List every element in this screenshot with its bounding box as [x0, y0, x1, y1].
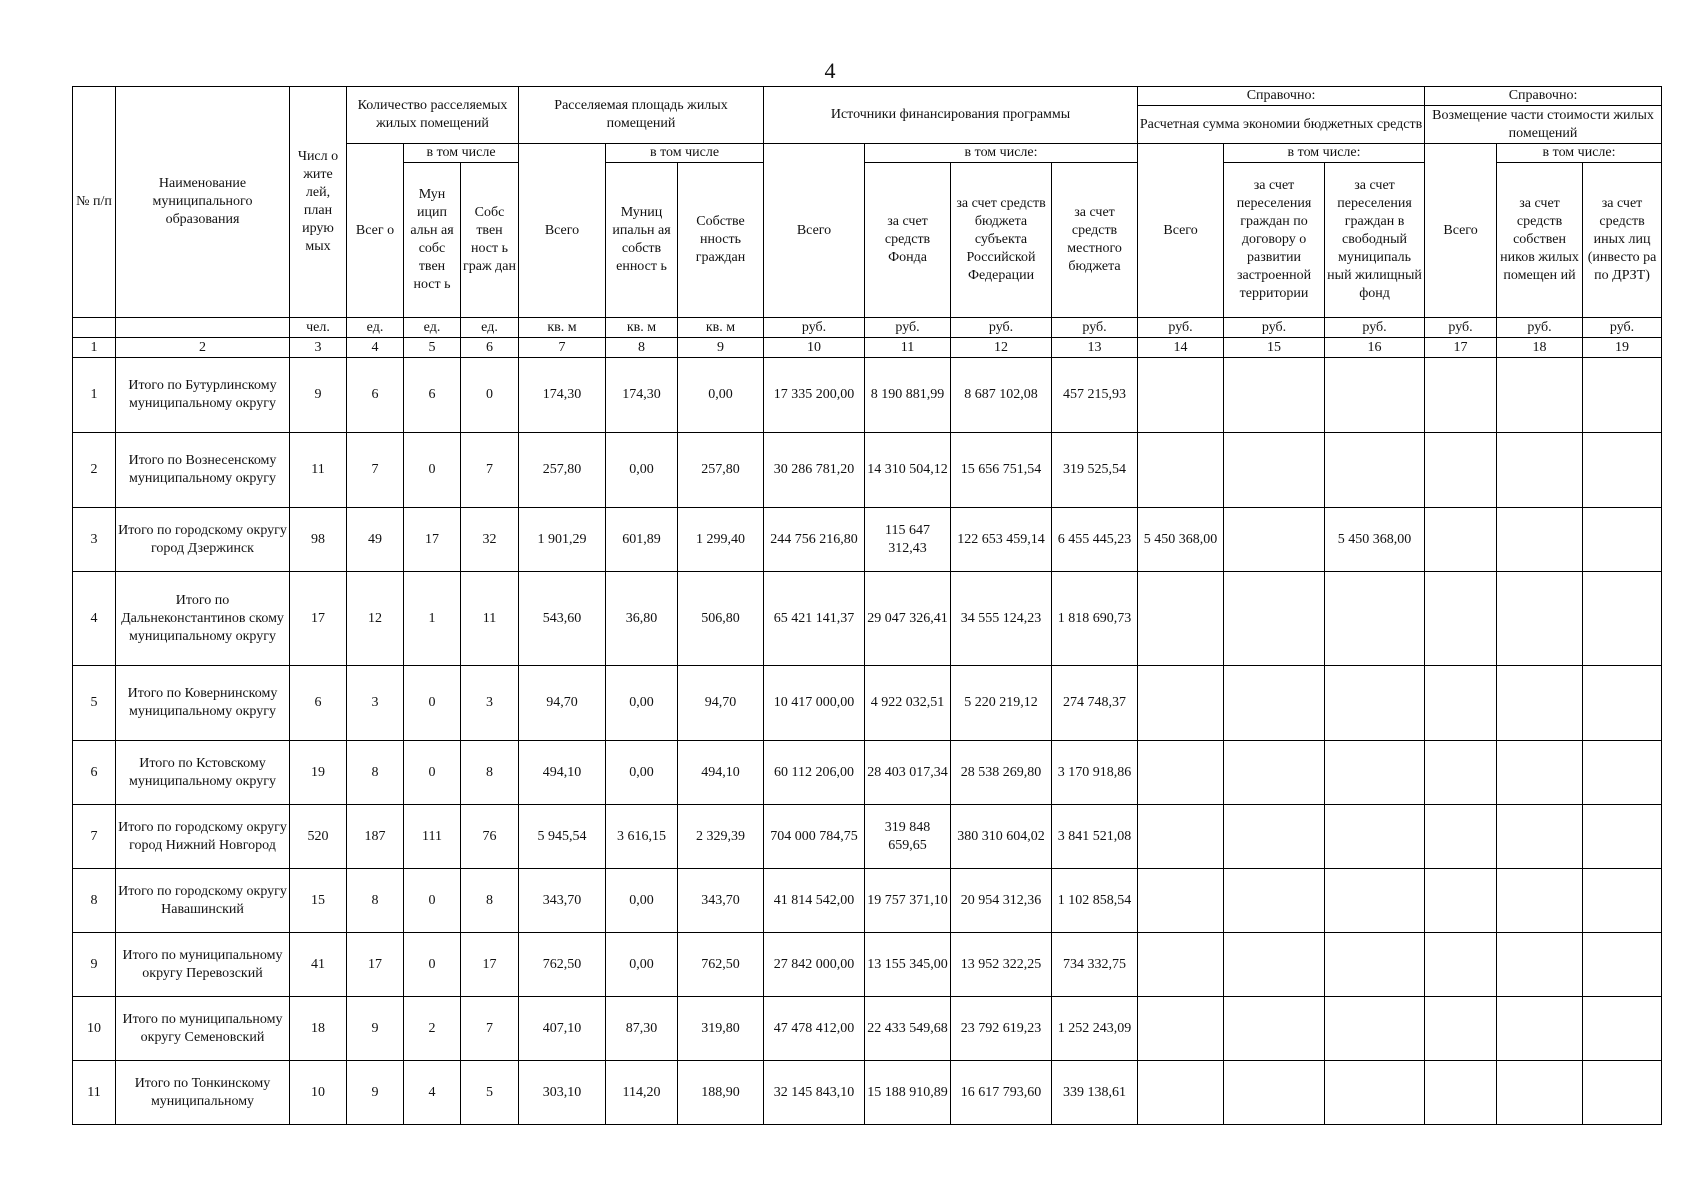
value-cell: [1497, 1061, 1583, 1125]
units-cell: руб.: [1583, 318, 1662, 338]
value-cell: [1583, 572, 1662, 666]
econ-dev-header: за счет переселения граждан по договору о развитии застроенной территории: [1224, 163, 1325, 318]
value-cell: [1583, 508, 1662, 572]
value-cell: 76: [461, 805, 519, 869]
value-cell: 15: [290, 869, 347, 933]
value-cell: [1325, 358, 1425, 433]
municipality-name-cell: Итого по муниципальному округу Семеновский: [116, 997, 290, 1061]
column-number: 4: [347, 338, 404, 358]
value-cell: 734 332,75: [1052, 933, 1138, 997]
value-cell: 339 138,61: [1052, 1061, 1138, 1125]
units-cell: кв. м: [519, 318, 606, 338]
value-cell: [1325, 433, 1425, 508]
comp-group-header: Возмещение части стоимости жилых помещений: [1425, 106, 1662, 144]
value-cell: [1325, 933, 1425, 997]
value-cell: 1 102 858,54: [1052, 869, 1138, 933]
value-cell: 5 945,54: [519, 805, 606, 869]
value-cell: [1425, 933, 1497, 997]
column-numbers-row: [73, 338, 1662, 358]
value-cell: 47 478 412,00: [764, 997, 865, 1061]
financing-group-header: Источники финансирования программы: [764, 87, 1138, 144]
units-total-header: Всег о: [347, 144, 404, 318]
value-cell: [1497, 572, 1583, 666]
value-cell: 17: [461, 933, 519, 997]
value-cell: 5 220 219,12: [951, 666, 1052, 741]
column-number: 11: [865, 338, 951, 358]
value-cell: 7: [461, 433, 519, 508]
value-cell: 0: [404, 433, 461, 508]
value-cell: 32: [461, 508, 519, 572]
econ-group-header: Расчетная сумма экономии бюджетных средств: [1138, 106, 1425, 144]
value-cell: 98: [290, 508, 347, 572]
value-cell: 17: [404, 508, 461, 572]
value-cell: 5: [461, 1061, 519, 1125]
value-cell: 8 190 881,99: [865, 358, 951, 433]
value-cell: [1224, 1061, 1325, 1125]
value-cell: [1497, 933, 1583, 997]
value-cell: 94,70: [519, 666, 606, 741]
comp-owners-header: за счет средств собствен ников жилых помещен ий: [1497, 163, 1583, 318]
value-cell: 115 647 312,43: [865, 508, 951, 572]
value-cell: [1325, 805, 1425, 869]
fin-incl-header: в том числе:: [865, 144, 1138, 163]
value-cell: [1583, 358, 1662, 433]
column-number: 6: [461, 338, 519, 358]
value-cell: 8: [461, 741, 519, 805]
value-cell: 122 653 459,14: [951, 508, 1052, 572]
column-number: 16: [1325, 338, 1425, 358]
comp-reference-label: Справочно:: [1425, 87, 1662, 106]
value-cell: [1497, 433, 1583, 508]
value-cell: 1 299,40: [678, 508, 764, 572]
value-cell: 380 310 604,02: [951, 805, 1052, 869]
value-cell: 13 155 345,00: [865, 933, 951, 997]
municipality-name-cell: Итого по городскому округу город Дзержинск: [116, 508, 290, 572]
area-group-header: Расселяемая площадь жилых помещений: [519, 87, 764, 144]
value-cell: 9: [290, 358, 347, 433]
column-number: 15: [1224, 338, 1325, 358]
comp-other-header: за счет средств иных лиц (инвесто ра по ДРЗТ): [1583, 163, 1662, 318]
value-cell: [1138, 997, 1224, 1061]
value-cell: 303,10: [519, 1061, 606, 1125]
value-cell: [1325, 741, 1425, 805]
value-cell: [1325, 666, 1425, 741]
row-number-cell: 11: [73, 1061, 116, 1125]
value-cell: 506,80: [678, 572, 764, 666]
value-cell: 343,70: [678, 869, 764, 933]
units-cell: руб.: [1325, 318, 1425, 338]
value-cell: 319 525,54: [1052, 433, 1138, 508]
table-row: [73, 869, 1662, 933]
value-cell: 8: [347, 869, 404, 933]
table-row: [73, 741, 1662, 805]
municipality-name-cell: Итого по Кстовскому муниципальному округу: [116, 741, 290, 805]
units-cell: [73, 318, 116, 338]
value-cell: 10 417 000,00: [764, 666, 865, 741]
column-number: 10: [764, 338, 865, 358]
value-cell: 0,00: [606, 869, 678, 933]
value-cell: 2: [404, 997, 461, 1061]
column-number: 19: [1583, 338, 1662, 358]
column-number: 3: [290, 338, 347, 358]
page-number: 4: [824, 58, 836, 83]
value-cell: 0: [461, 358, 519, 433]
value-cell: 20 954 312,36: [951, 869, 1052, 933]
row-number-cell: 3: [73, 508, 116, 572]
units-cell: чел.: [290, 318, 347, 338]
value-cell: [1138, 358, 1224, 433]
value-cell: 0,00: [606, 433, 678, 508]
value-cell: 13 952 322,25: [951, 933, 1052, 997]
value-cell: 111: [404, 805, 461, 869]
value-cell: 9: [347, 997, 404, 1061]
table-row: [73, 1061, 1662, 1125]
value-cell: 41 814 542,00: [764, 869, 865, 933]
col-number-header: № п/п: [73, 87, 116, 318]
value-cell: 1: [404, 572, 461, 666]
value-cell: [1425, 508, 1497, 572]
value-cell: [1138, 433, 1224, 508]
table-row: [73, 358, 1662, 433]
value-cell: 27 842 000,00: [764, 933, 865, 997]
value-cell: 34 555 124,23: [951, 572, 1052, 666]
value-cell: 0: [404, 741, 461, 805]
value-cell: 10: [290, 1061, 347, 1125]
econ-total-header: Всего: [1138, 144, 1224, 318]
value-cell: 244 756 216,80: [764, 508, 865, 572]
value-cell: [1425, 869, 1497, 933]
column-number: 14: [1138, 338, 1224, 358]
value-cell: [1425, 997, 1497, 1061]
value-cell: 3: [461, 666, 519, 741]
value-cell: [1583, 741, 1662, 805]
value-cell: 407,10: [519, 997, 606, 1061]
value-cell: 6: [290, 666, 347, 741]
table-row: [73, 433, 1662, 508]
value-cell: 343,70: [519, 869, 606, 933]
units-mun-header: Мун ицип альн ая собс твен ност ь: [404, 163, 461, 318]
column-number: 8: [606, 338, 678, 358]
value-cell: [1224, 358, 1325, 433]
value-cell: 8: [347, 741, 404, 805]
col-residents-header: Числ о жите лей, план ирую мых: [290, 87, 347, 318]
value-cell: 19 757 371,10: [865, 869, 951, 933]
value-cell: 174,30: [519, 358, 606, 433]
value-cell: 1 901,29: [519, 508, 606, 572]
units-incl-header: в том числе: [404, 144, 519, 163]
units-own-header: Собс твен ност ь граж дан: [461, 163, 519, 318]
value-cell: [1224, 869, 1325, 933]
fin-total-header: Всего: [764, 144, 865, 318]
row-number-cell: 2: [73, 433, 116, 508]
value-cell: 14 310 504,12: [865, 433, 951, 508]
value-cell: 17: [290, 572, 347, 666]
units-cell: руб.: [1224, 318, 1325, 338]
value-cell: [1325, 997, 1425, 1061]
value-cell: [1138, 933, 1224, 997]
value-cell: 94,70: [678, 666, 764, 741]
value-cell: 2 329,39: [678, 805, 764, 869]
fin-local-header: за счет средств местного бюджета: [1052, 163, 1138, 318]
value-cell: [1425, 666, 1497, 741]
value-cell: [1138, 1061, 1224, 1125]
value-cell: 319 848 659,65: [865, 805, 951, 869]
value-cell: 17 335 200,00: [764, 358, 865, 433]
row-number-cell: 6: [73, 741, 116, 805]
resettlement-table: [72, 86, 1662, 1125]
value-cell: 174,30: [606, 358, 678, 433]
value-cell: [1138, 741, 1224, 805]
area-incl-header: в том числе: [606, 144, 764, 163]
value-cell: [1325, 869, 1425, 933]
value-cell: 6: [404, 358, 461, 433]
value-cell: [1497, 997, 1583, 1061]
value-cell: 6: [347, 358, 404, 433]
value-cell: 1 818 690,73: [1052, 572, 1138, 666]
value-cell: 12: [347, 572, 404, 666]
units-cell: руб.: [865, 318, 951, 338]
units-cell: ед.: [404, 318, 461, 338]
units-group-header: Количество расселяемых жилых помещений: [347, 87, 519, 144]
value-cell: 319,80: [678, 997, 764, 1061]
value-cell: [1583, 1061, 1662, 1125]
municipality-name-cell: Итого по Дальнеконстантинов скому муниципальному округу: [116, 572, 290, 666]
value-cell: 704 000 784,75: [764, 805, 865, 869]
table-row: [73, 508, 1662, 572]
row-number-cell: 1: [73, 358, 116, 433]
value-cell: 36,80: [606, 572, 678, 666]
column-number: 18: [1497, 338, 1583, 358]
column-number: 5: [404, 338, 461, 358]
column-number: 12: [951, 338, 1052, 358]
municipality-name-cell: Итого по муниципальному округу Перевозский: [116, 933, 290, 997]
units-cell: [116, 318, 290, 338]
value-cell: 601,89: [606, 508, 678, 572]
units-cell: кв. м: [678, 318, 764, 338]
value-cell: 762,50: [678, 933, 764, 997]
value-cell: 18: [290, 997, 347, 1061]
value-cell: [1325, 572, 1425, 666]
value-cell: 114,20: [606, 1061, 678, 1125]
value-cell: [1497, 741, 1583, 805]
value-cell: 11: [461, 572, 519, 666]
value-cell: 17: [347, 933, 404, 997]
units-cell: руб.: [951, 318, 1052, 338]
value-cell: [1425, 358, 1497, 433]
column-number: 13: [1052, 338, 1138, 358]
units-cell: руб.: [1497, 318, 1583, 338]
municipality-name-cell: Итого по Бутурлинскому муниципальному округу: [116, 358, 290, 433]
econ-reference-label: Справочно:: [1138, 87, 1425, 106]
area-own-header: Собстве нность граждан: [678, 163, 764, 318]
value-cell: [1138, 572, 1224, 666]
econ-incl-header: в том числе:: [1224, 144, 1425, 163]
value-cell: [1583, 869, 1662, 933]
area-total-header: Всего: [519, 144, 606, 318]
value-cell: 16 617 793,60: [951, 1061, 1052, 1125]
row-number-cell: 8: [73, 869, 116, 933]
value-cell: 32 145 843,10: [764, 1061, 865, 1125]
column-number: 9: [678, 338, 764, 358]
value-cell: 1 252 243,09: [1052, 997, 1138, 1061]
value-cell: [1224, 433, 1325, 508]
municipality-name-cell: Итого по Ковернинскому муниципальному округу: [116, 666, 290, 741]
comp-incl-header: в том числе:: [1497, 144, 1662, 163]
value-cell: 22 433 549,68: [865, 997, 951, 1061]
column-number: 7: [519, 338, 606, 358]
value-cell: 19: [290, 741, 347, 805]
value-cell: [1425, 805, 1497, 869]
value-cell: [1224, 933, 1325, 997]
value-cell: 28 403 017,34: [865, 741, 951, 805]
value-cell: [1138, 666, 1224, 741]
column-number: 17: [1425, 338, 1497, 358]
value-cell: 0,00: [678, 358, 764, 433]
value-cell: 4: [404, 1061, 461, 1125]
value-cell: 11: [290, 433, 347, 508]
value-cell: 520: [290, 805, 347, 869]
units-cell: ед.: [347, 318, 404, 338]
col-name-header: Наименование муниципального образования: [116, 87, 290, 318]
value-cell: 0: [404, 933, 461, 997]
value-cell: [1325, 1061, 1425, 1125]
value-cell: 49: [347, 508, 404, 572]
fin-fund-header: за счет средств Фонда: [865, 163, 951, 318]
value-cell: 8 687 102,08: [951, 358, 1052, 433]
value-cell: [1497, 666, 1583, 741]
value-cell: [1138, 869, 1224, 933]
municipality-name-cell: Итого по городскому округу Навашинский: [116, 869, 290, 933]
value-cell: 15 188 910,89: [865, 1061, 951, 1125]
value-cell: 0,00: [606, 933, 678, 997]
value-cell: [1583, 666, 1662, 741]
value-cell: 6 455 445,23: [1052, 508, 1138, 572]
value-cell: [1425, 1061, 1497, 1125]
value-cell: 0,00: [606, 741, 678, 805]
value-cell: [1224, 508, 1325, 572]
value-cell: 15 656 751,54: [951, 433, 1052, 508]
value-cell: 188,90: [678, 1061, 764, 1125]
value-cell: 494,10: [519, 741, 606, 805]
value-cell: 7: [347, 433, 404, 508]
value-cell: [1497, 358, 1583, 433]
value-cell: 28 538 269,80: [951, 741, 1052, 805]
value-cell: [1224, 666, 1325, 741]
value-cell: [1224, 997, 1325, 1061]
value-cell: 257,80: [678, 433, 764, 508]
row-number-cell: 10: [73, 997, 116, 1061]
value-cell: 3 841 521,08: [1052, 805, 1138, 869]
value-cell: [1497, 869, 1583, 933]
value-cell: 65 421 141,37: [764, 572, 865, 666]
municipality-name-cell: Итого по Тонкинскому муниципальному: [116, 1061, 290, 1125]
value-cell: 60 112 206,00: [764, 741, 865, 805]
row-number-cell: 4: [73, 572, 116, 666]
value-cell: 8: [461, 869, 519, 933]
units-cell: руб.: [1052, 318, 1138, 338]
column-number: 1: [73, 338, 116, 358]
municipality-name-cell: Итого по городскому округу город Нижний Новгород: [116, 805, 290, 869]
units-cell: ед.: [461, 318, 519, 338]
value-cell: 5 450 368,00: [1325, 508, 1425, 572]
fin-subject-header: за счет средств бюджета субъекта Российской Федерации: [951, 163, 1052, 318]
value-cell: [1224, 572, 1325, 666]
value-cell: 29 047 326,41: [865, 572, 951, 666]
value-cell: [1224, 741, 1325, 805]
value-cell: 5 450 368,00: [1138, 508, 1224, 572]
value-cell: 762,50: [519, 933, 606, 997]
value-cell: 0: [404, 869, 461, 933]
value-cell: [1583, 433, 1662, 508]
value-cell: 543,60: [519, 572, 606, 666]
table-row: [73, 666, 1662, 741]
value-cell: 0: [404, 666, 461, 741]
value-cell: 457 215,93: [1052, 358, 1138, 433]
value-cell: [1583, 805, 1662, 869]
units-cell: руб.: [1425, 318, 1497, 338]
table-row: [73, 572, 1662, 666]
comp-total-header: Всего: [1425, 144, 1497, 318]
value-cell: 0,00: [606, 666, 678, 741]
value-cell: [1425, 572, 1497, 666]
value-cell: 87,30: [606, 997, 678, 1061]
row-number-cell: 5: [73, 666, 116, 741]
value-cell: [1583, 933, 1662, 997]
municipality-name-cell: Итого по Вознесенскому муниципальному округу: [116, 433, 290, 508]
value-cell: 494,10: [678, 741, 764, 805]
value-cell: 9: [347, 1061, 404, 1125]
value-cell: 4 922 032,51: [865, 666, 951, 741]
econ-free-header: за счет переселения граждан в свободный муниципаль ный жилищный фонд: [1325, 163, 1425, 318]
value-cell: 3 616,15: [606, 805, 678, 869]
value-cell: 187: [347, 805, 404, 869]
value-cell: [1425, 741, 1497, 805]
value-cell: 3 170 918,86: [1052, 741, 1138, 805]
value-cell: 257,80: [519, 433, 606, 508]
value-cell: [1224, 805, 1325, 869]
table-row: [73, 933, 1662, 997]
area-mun-header: Муниц ипальн ая собств енност ь: [606, 163, 678, 318]
table-row: [73, 997, 1662, 1061]
value-cell: 274 748,37: [1052, 666, 1138, 741]
row-number-cell: 7: [73, 805, 116, 869]
value-cell: [1425, 433, 1497, 508]
units-cell: кв. м: [606, 318, 678, 338]
value-cell: 3: [347, 666, 404, 741]
value-cell: [1497, 508, 1583, 572]
value-cell: 7: [461, 997, 519, 1061]
value-cell: 23 792 619,23: [951, 997, 1052, 1061]
value-cell: [1583, 997, 1662, 1061]
value-cell: 41: [290, 933, 347, 997]
units-cell: руб.: [764, 318, 865, 338]
value-cell: [1497, 805, 1583, 869]
units-cell: руб.: [1138, 318, 1224, 338]
row-number-cell: 9: [73, 933, 116, 997]
table-row: [73, 805, 1662, 869]
column-number: 2: [116, 338, 290, 358]
value-cell: 30 286 781,20: [764, 433, 865, 508]
value-cell: [1138, 805, 1224, 869]
table-body: [73, 358, 1662, 1125]
units-row: [73, 318, 1662, 338]
